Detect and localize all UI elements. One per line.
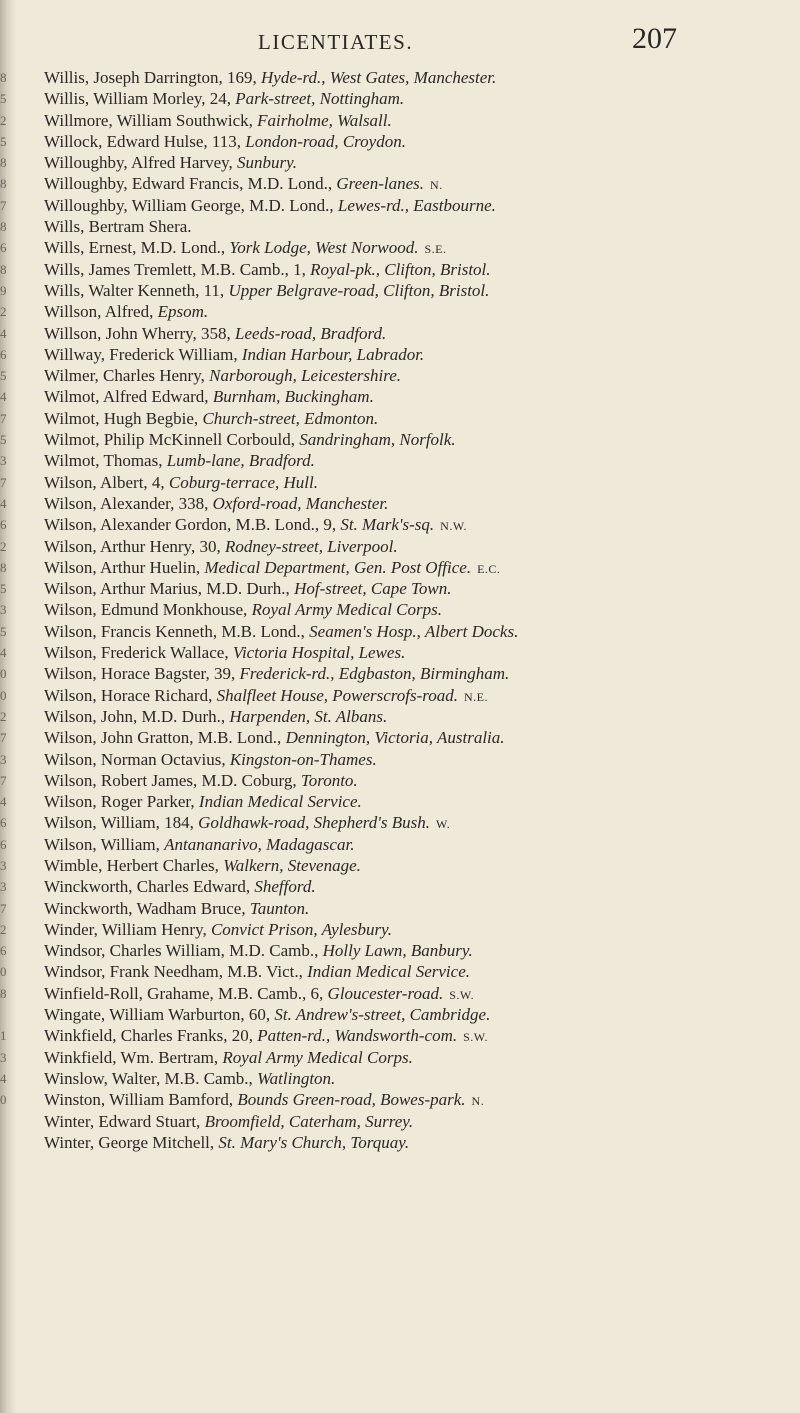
list-item: [44, 1004, 794, 1025]
licentiate-address: Royal Army Medical Corps.: [251, 600, 442, 620]
margin-number: 1: [0, 1028, 7, 1044]
margin-number: 5: [0, 623, 7, 639]
licentiate-address: York Lodge, West Norwood.: [229, 238, 419, 258]
list-item: [44, 706, 794, 727]
margin-number: 5: [0, 432, 7, 448]
list-item: [44, 578, 794, 599]
margin-number: 2: [0, 538, 7, 554]
licentiate-name: Willoughby, William George, M.D. Lond.,: [44, 195, 334, 215]
list-item: [44, 514, 794, 535]
list-item: [44, 344, 794, 365]
list-item: [44, 685, 794, 706]
margin-number: 6: [0, 836, 7, 852]
licentiate-name: Wills, Bertram Shera.: [44, 217, 192, 237]
list-item: [44, 621, 794, 642]
licentiate-name: Wilmot, Thomas,: [44, 451, 163, 471]
licentiate-name: Wilson, William,: [44, 834, 160, 854]
licentiate-address: Rodney-street, Liverpool.: [224, 536, 398, 556]
margin-number: 4: [0, 645, 7, 661]
list-item: [44, 131, 794, 152]
margin-number: 8: [0, 219, 7, 235]
margin-number: 6: [0, 815, 7, 831]
margin-number: 6: [0, 943, 7, 959]
list-item: [44, 642, 794, 663]
licentiate-address: Shalfleet House, Powerscrofs-road.: [216, 685, 459, 705]
licentiate-address: Victoria Hospital, Lewes.: [232, 643, 406, 663]
margin-number: 5: [0, 91, 7, 107]
licentiate-address: Oxford-road, Manchester.: [212, 493, 389, 513]
licentiate-address: Narborough, Leicestershire.: [209, 366, 401, 386]
licentiate-address: Taunton.: [249, 898, 310, 918]
licentiate-name: Willis, William Morley, 24,: [44, 89, 232, 109]
margin-number: 5: [0, 581, 7, 597]
licentiate-address: Holly Lawn, Banbury.: [322, 941, 473, 961]
licentiate-address: Epsom.: [157, 302, 209, 322]
licentiate-name: Wimble, Herbert Charles,: [44, 855, 219, 875]
licentiate-address: Fairholme, Walsall.: [257, 110, 392, 130]
licentiate-address: Dennington, Victoria, Australia.: [285, 728, 505, 748]
list-item: [44, 450, 794, 471]
licentiate-name: Willway, Frederick William,: [44, 344, 238, 364]
postal-district: W.: [436, 817, 451, 832]
margin-number: 5: [0, 133, 7, 149]
licentiate-name: Wilson, John Gratton, M.B. Lond.,: [44, 728, 282, 748]
list-item: [44, 88, 794, 109]
licentiate-list: [44, 67, 794, 1153]
licentiate-address: Broomfield, Caterham, Surrey.: [204, 1111, 414, 1131]
margin-number: 3: [0, 602, 7, 618]
postal-district: S.W.: [449, 987, 475, 1002]
licentiate-address: Lumb-lane, Bradford.: [166, 451, 315, 471]
licentiate-address: Frederick-rd., Edgbaston, Birmingham.: [239, 664, 510, 684]
licentiate-name: Winston, William Bamford,: [44, 1090, 234, 1110]
licentiate-name: Wilson, Albert, 4,: [44, 472, 165, 492]
licentiate-address: Leeds-road, Bradford.: [235, 323, 387, 343]
margin-number: 7: [0, 197, 7, 213]
margin-number: 6: [0, 346, 7, 362]
postal-district: S.W.: [463, 1030, 489, 1045]
licentiate-name: Wilson, Francis Kenneth, M.B. Lond.,: [44, 621, 305, 641]
licentiate-address: Green-lanes.: [336, 174, 425, 194]
licentiate-name: Wilson, Horace Bagster, 39,: [44, 664, 236, 684]
list-item: [44, 770, 794, 791]
list-item: [44, 898, 794, 919]
margin-number: 4: [0, 495, 7, 511]
postal-district: E.C.: [477, 561, 501, 576]
licentiate-name: Wills, Ernest, M.D. Lond.,: [44, 238, 226, 258]
licentiate-address: Upper Belgrave-road, Clifton, Bristol.: [228, 280, 490, 300]
list-item: [44, 259, 794, 280]
licentiate-address: Indian Medical Service.: [307, 962, 470, 982]
licentiate-name: Wilson, Norman Octavius,: [44, 749, 226, 769]
list-item: [44, 876, 794, 897]
list-item: [44, 493, 794, 514]
list-item: [44, 429, 794, 450]
margin-number: 7: [0, 730, 7, 746]
licentiate-name: Wilmot, Philip McKinnell Corbould,: [44, 430, 296, 450]
margin-number: 8: [0, 155, 7, 171]
margin-number: 7: [0, 474, 7, 490]
licentiate-name: Wilson, Alexander Gordon, M.B. Lond., 9,: [44, 515, 337, 535]
list-item: [44, 557, 794, 578]
list-item: [44, 1025, 794, 1046]
licentiate-name: Wilson, Alexander, 338,: [44, 493, 209, 513]
margin-number: 0: [0, 964, 7, 980]
licentiate-address: Seamen's Hosp., Albert Docks.: [309, 621, 519, 641]
margin-number: 8: [0, 261, 7, 277]
licentiate-address: Toronto.: [300, 770, 358, 790]
margin-number: 2: [0, 304, 7, 320]
licentiate-address: Sandringham, Norfolk.: [299, 430, 456, 450]
licentiate-address: Harpenden, St. Albans.: [229, 706, 388, 726]
margin-number: 0: [0, 687, 7, 703]
postal-district: N.W.: [440, 519, 468, 534]
licentiate-address: Convict Prison, Aylesbury.: [210, 919, 392, 939]
list-item: [44, 110, 794, 131]
licentiate-address: Hyde-rd., West Gates, Manchester.: [261, 68, 497, 87]
licentiate-name: Wilson, Arthur Henry, 30,: [44, 536, 221, 556]
margin-number: 4: [0, 1070, 7, 1086]
list-item: [44, 1111, 794, 1132]
licentiate-name: Willis, Joseph Darrington, 169,: [44, 68, 257, 87]
licentiate-name: Willson, Alfred,: [44, 302, 154, 322]
list-item: [44, 237, 794, 258]
margin-number: 3: [0, 857, 7, 873]
margin-number: 2: [0, 112, 7, 128]
licentiate-name: Wilson, Edmund Monkhouse,: [44, 600, 248, 620]
margin-number: 4: [0, 389, 7, 405]
margin-number: 9: [0, 282, 7, 298]
list-item: [44, 791, 794, 812]
licentiate-name: Willoughby, Edward Francis, M.D. Lond.,: [44, 174, 333, 194]
list-item: [44, 365, 794, 386]
licentiate-address: Bounds Green-road, Bowes-park.: [237, 1090, 466, 1110]
list-item: [44, 983, 794, 1004]
postal-district: N.E.: [464, 689, 489, 704]
list-item: [44, 323, 794, 344]
licentiate-address: Patten-rd., Wandsworth-com.: [257, 1026, 458, 1046]
licentiate-name: Wilson, John, M.D. Durh.,: [44, 706, 226, 726]
licentiate-address: St. Andrew's-street, Cambridge.: [274, 1005, 491, 1025]
list-item: [44, 472, 794, 493]
margin-number: 3: [0, 453, 7, 469]
licentiate-name: Winslow, Walter, M.B. Camb.,: [44, 1068, 253, 1088]
licentiate-name: Winkfield, Charles Franks, 20,: [44, 1026, 253, 1046]
licentiate-name: Willmore, William Southwick,: [44, 110, 253, 130]
licentiate-name: Windsor, Frank Needham, M.B. Vict.,: [44, 962, 303, 982]
licentiate-name: Winter, Edward Stuart,: [44, 1111, 201, 1131]
licentiate-address: St. Mary's Church, Torquay.: [218, 1132, 410, 1152]
licentiate-address: Burnham, Buckingham.: [212, 387, 374, 407]
margin-number: 6: [0, 517, 7, 533]
licentiate-address: Medical Department, Gen. Post Office.: [204, 557, 472, 577]
licentiate-name: Winkfield, Wm. Bertram,: [44, 1047, 219, 1067]
licentiate-name: Wills, Walter Kenneth, 11,: [44, 280, 225, 300]
margin-number: 7: [0, 410, 7, 426]
licentiate-address: Church-street, Edmonton.: [202, 408, 379, 428]
list-item: [44, 195, 794, 216]
postal-district: S.E.: [424, 242, 447, 257]
list-item: [44, 216, 794, 237]
licentiate-address: Watlington.: [257, 1068, 336, 1088]
list-item: [44, 919, 794, 940]
licentiate-name: Wilson, Arthur Huelin,: [44, 557, 201, 577]
licentiate-address: Sunbury.: [237, 153, 298, 173]
margin-number: 8: [0, 176, 7, 192]
margin-number: 2: [0, 921, 7, 937]
margin-number: 3: [0, 879, 7, 895]
margin-number: 0: [0, 666, 7, 682]
licentiate-address: Royal Army Medical Corps.: [222, 1047, 413, 1067]
licentiate-address: London-road, Croydon.: [245, 131, 406, 151]
licentiate-name: Willoughby, Alfred Harvey,: [44, 153, 233, 173]
list-item: [44, 812, 794, 833]
licentiate-name: Winder, William Henry,: [44, 919, 207, 939]
margin-number: 2: [0, 708, 7, 724]
licentiate-name: Wingate, William Warburton, 60,: [44, 1005, 271, 1025]
licentiate-address: Coburg-terrace, Hull.: [168, 472, 318, 492]
licentiate-name: Wilson, Roger Parker,: [44, 792, 195, 812]
list-item: [44, 67, 794, 88]
licentiate-address: Gloucester-road.: [327, 983, 444, 1003]
page-number: 207: [632, 22, 677, 55]
running-title: LICENTIATES.: [258, 30, 414, 54]
list-item: [44, 834, 794, 855]
licentiate-name: Wills, James Tremlett, M.B. Camb., 1,: [44, 259, 306, 279]
licentiate-address: Shefford.: [254, 877, 316, 897]
margin-number: 4: [0, 794, 7, 810]
margin-number: [0, 1004, 18, 1025]
list-item: [44, 961, 794, 982]
list-item: [44, 855, 794, 876]
licentiate-name: Wilson, William, 184,: [44, 813, 194, 833]
licentiate-name: Willson, John Wherry, 358,: [44, 323, 231, 343]
margin-number: 0: [0, 1092, 7, 1108]
list-item: [44, 1132, 794, 1153]
licentiate-name: Wilson, Horace Richard,: [44, 685, 213, 705]
licentiate-address: Goldhawk-road, Shepherd's Bush.: [198, 813, 431, 833]
margin-number: 6: [0, 240, 7, 256]
list-item: [44, 408, 794, 429]
margin-number: 7: [0, 900, 7, 916]
licentiate-name: Wilmot, Alfred Edward,: [44, 387, 209, 407]
list-item: [44, 749, 794, 770]
licentiate-name: Wilmer, Charles Henry,: [44, 366, 205, 386]
licentiate-name: Windsor, Charles William, M.D. Camb.,: [44, 941, 319, 961]
margin-number: 7: [0, 772, 7, 788]
margin-number: 3: [0, 751, 7, 767]
list-item: [44, 386, 794, 407]
list-item: [44, 173, 794, 194]
licentiate-address: Park-street, Nottingham.: [235, 89, 405, 109]
licentiate-name: Wilmot, Hugh Begbie,: [44, 408, 199, 428]
list-item: [44, 599, 794, 620]
margin-number: 3: [0, 1049, 7, 1065]
list-item: [44, 1047, 794, 1068]
licentiate-address: Indian Harbour, Labrador.: [241, 344, 425, 364]
licentiate-name: Winfield-Roll, Grahame, M.B. Camb., 6,: [44, 983, 324, 1003]
margin-number-column: [0, 67, 18, 1111]
list-item: [44, 280, 794, 301]
licentiate-address: Indian Medical Service.: [198, 792, 362, 812]
licentiate-name: Winckworth, Charles Edward,: [44, 877, 251, 897]
licentiate-name: Winter, George Mitchell,: [44, 1132, 215, 1152]
list-item: [44, 1068, 794, 1089]
margin-number: 8: [0, 70, 7, 85]
margin-number: 8: [0, 559, 7, 575]
margin-number: 8: [0, 985, 7, 1001]
postal-district: N.: [430, 178, 443, 193]
licentiate-name: Wilson, Robert James, M.D. Coburg,: [44, 770, 297, 790]
list-item: [44, 301, 794, 322]
licentiate-address: Royal-pk., Clifton, Bristol.: [310, 259, 491, 279]
margin-number: 5: [0, 368, 7, 384]
margin-number: 4: [0, 325, 7, 341]
list-item: [44, 536, 794, 557]
licentiate-address: Antananarivo, Madagascar.: [164, 834, 355, 854]
list-item: [44, 663, 794, 684]
licentiate-address: Kingston-on-Thames.: [229, 749, 377, 769]
licentiate-name: Winckworth, Wadham Bruce,: [44, 898, 246, 918]
licentiate-name: Willock, Edward Hulse, 113,: [44, 131, 241, 151]
licentiate-address: St. Mark's-sq.: [340, 515, 435, 535]
licentiate-address: Lewes-rd., Eastbourne.: [337, 195, 496, 215]
list-item: [44, 152, 794, 173]
postal-district: N.: [471, 1094, 485, 1109]
licentiate-address: Hof-street, Cape Town.: [294, 579, 452, 599]
licentiate-address: Walkern, Stevenage.: [223, 855, 361, 875]
list-item: [44, 940, 794, 961]
list-item: [44, 1089, 794, 1110]
page-header: [0, 22, 800, 62]
list-item: [44, 727, 794, 748]
licentiate-name: Wilson, Arthur Marius, M.D. Durh.,: [44, 579, 290, 599]
licentiate-name: Wilson, Frederick Wallace,: [44, 643, 229, 663]
